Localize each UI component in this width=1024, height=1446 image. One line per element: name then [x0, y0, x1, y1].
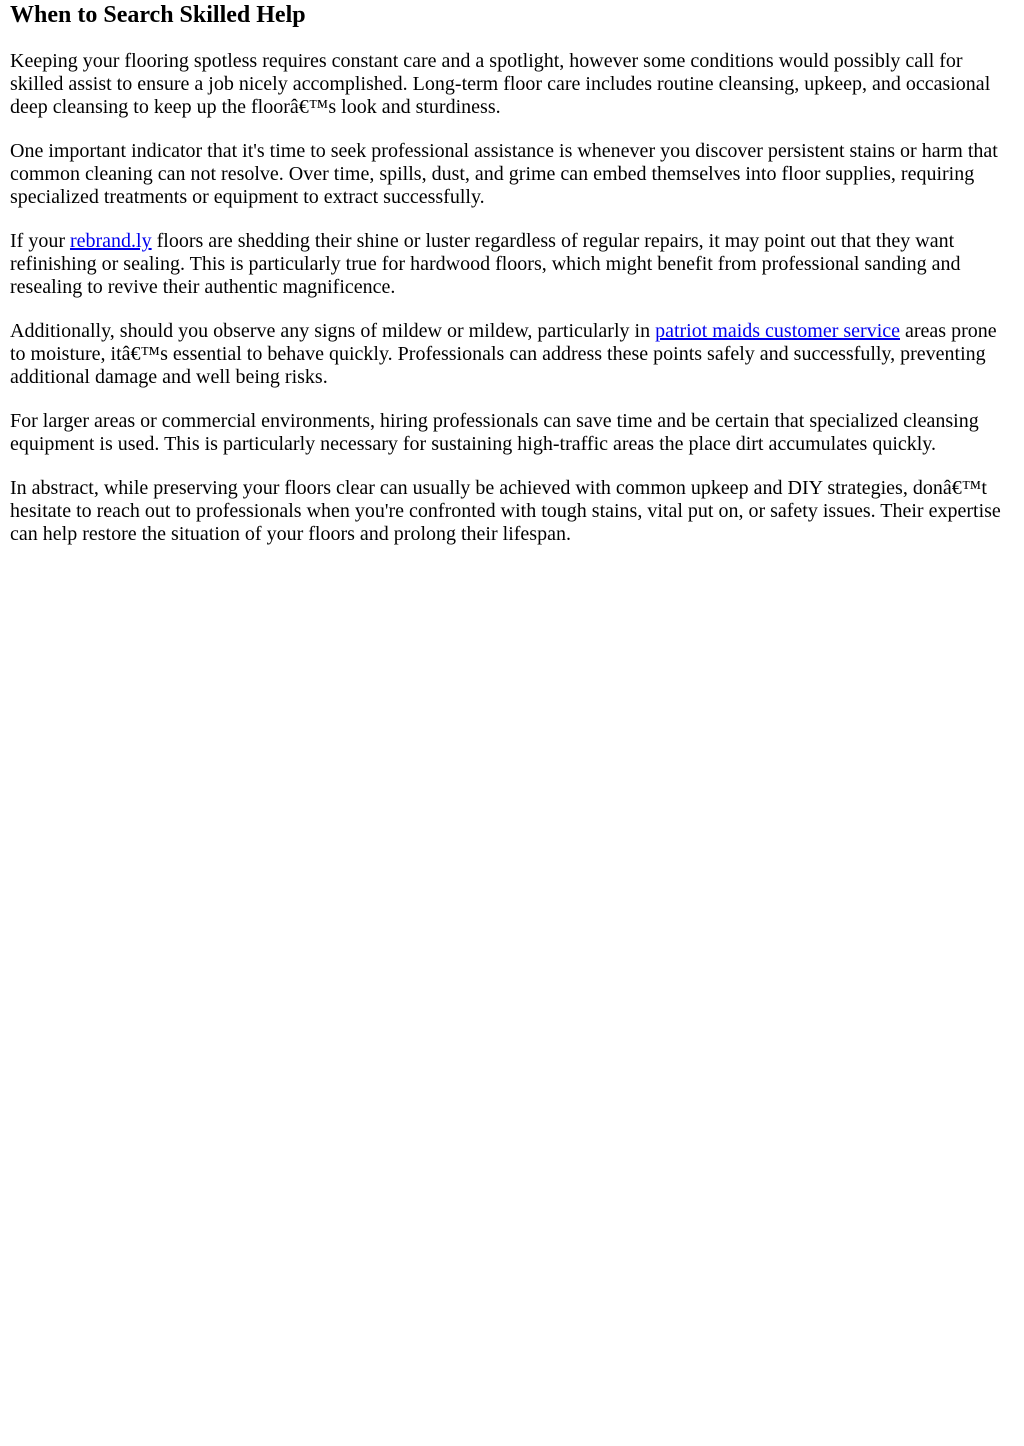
rebrand-link[interactable]: rebrand.ly: [69, 230, 152, 252]
paragraph-3: [10, 230, 1014, 299]
page-title: When to Search Skilled Help: [10, 2, 306, 28]
paragraph-4-after: areas prone to moisture, itâ€™s essential to behave quickly. Professionals can address these points safely and successfully, preventing additional damage and well being risks.: [10, 320, 997, 388]
paragraph-4: [10, 320, 1014, 389]
paragraph-3-after: floors are shedding their shine or luster regardless of regular repairs, it may point out that they want refinishing or sealing. This is particularly true for hardwood floors, which might benefit from professional sanding and resealing to revive their authentic magnificence.: [10, 230, 961, 298]
paragraph-5: For larger areas or commercial environments, hiring professionals can save time and be certain that specialized cleansing equipment is used. This is particularly necessary for sustaining high-traffic areas the place dirt accumulates quickly.: [10, 410, 979, 455]
paragraph-3-before: If your: [10, 230, 70, 252]
article: [0, 0, 1024, 546]
customer-service-link[interactable]: patriot maids customer service: [655, 320, 900, 342]
paragraph-6: In abstract, while preserving your floors clear can usually be achieved with common upkeep and DIY strategies, donâ€™t hesitate to reach out to professionals when you're confronted with tough stains, vital put on, or safety issues. Their expertise can help restore the situation of your floors and prolong their lifespan.: [10, 477, 1001, 545]
paragraph-4-before: Additionally, should you observe any signs of mildew or mildew, particularly in: [10, 320, 656, 342]
paragraph-1: Keeping your flooring spotless requires constant care and a spotlight, however some conditions would possibly call for skilled assist to ensure a job nicely accomplished. Long-term floor care includes routine cleansing, upkeep, and occasional deep cleansing to keep up the floorâ€™s look and sturdiness.: [10, 50, 991, 118]
paragraph-2: One important indicator that it's time to seek professional assistance is whenever you discover persistent stains or harm that common cleaning can not resolve. Over time, spills, dust, and grime can embed themselves into floor supplies, requiring specialized treatments or equipment to extract successfully.: [10, 140, 998, 208]
